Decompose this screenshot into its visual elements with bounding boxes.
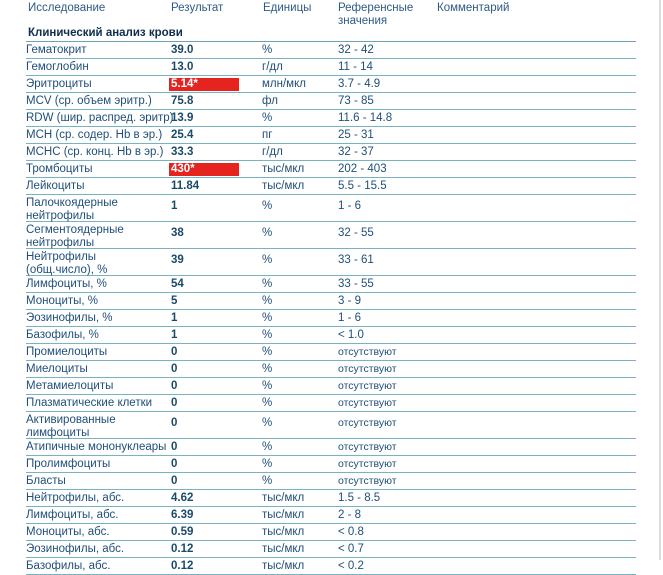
unit: тыс/мкл xyxy=(262,492,305,504)
table-row xyxy=(26,293,636,310)
test-name: Плазматические клетки xyxy=(26,397,153,409)
reference-range: < 1.0 xyxy=(338,329,364,341)
unit: % xyxy=(262,458,273,470)
reference-range: отсутствуют xyxy=(338,417,397,429)
table-row xyxy=(26,327,636,344)
table-row xyxy=(26,439,636,456)
table-row xyxy=(26,361,636,378)
table-header xyxy=(0,0,636,28)
unit: % xyxy=(262,363,273,375)
test-name: RDW (шир. распред. эритр) xyxy=(26,112,174,124)
result-value: 0 xyxy=(171,346,178,358)
unit: % xyxy=(262,380,273,392)
header-reference: Референсные значения xyxy=(338,2,414,27)
reference-range: 33 - 55 xyxy=(338,278,374,290)
header-comment: Комментарий xyxy=(437,2,510,14)
table-row xyxy=(26,344,636,361)
unit: % xyxy=(262,475,273,487)
result-value: 6.39 xyxy=(171,509,194,521)
table-row xyxy=(26,222,636,249)
header-test: Исследование xyxy=(28,2,106,14)
results-table xyxy=(26,42,636,575)
test-name: Активированные лимфоциты xyxy=(26,414,116,439)
unit: тыс/мкл xyxy=(262,543,305,555)
section-title-text: Клинический анализ крови xyxy=(28,27,183,39)
table-row xyxy=(26,507,636,524)
unit: тыс/мкл xyxy=(262,509,305,521)
reference-range: 3 - 9 xyxy=(338,295,362,307)
reference-range: < 0.8 xyxy=(338,526,364,538)
test-name: Миелоциты xyxy=(26,363,88,375)
result-value: 0 xyxy=(171,397,178,409)
table-row xyxy=(26,161,636,178)
test-name: Эозинофилы, абс. xyxy=(26,543,125,555)
reference-range: 32 - 55 xyxy=(338,227,374,239)
table-row xyxy=(26,490,636,507)
test-name: Моноциты, абс. xyxy=(26,526,110,538)
result-value-abnormal: 5.14* xyxy=(169,78,239,91)
result-value: 0 xyxy=(171,475,178,487)
result-value: 4.62 xyxy=(171,492,194,504)
result-value: 0 xyxy=(171,417,178,429)
test-name: Гемоглобин xyxy=(26,61,89,73)
reference-range: 1.5 - 8.5 xyxy=(338,492,381,504)
test-name: Пролимфоциты xyxy=(26,458,111,470)
test-name: Базофилы, абс. xyxy=(26,560,111,572)
test-name: Моноциты, % xyxy=(26,295,99,307)
result-value: 0.12 xyxy=(171,543,194,555)
table-row xyxy=(26,541,636,558)
table-row xyxy=(26,249,636,276)
reference-range: 1 - 6 xyxy=(338,200,362,212)
test-name: Лимфоциты, абс. xyxy=(26,509,119,521)
unit: г/дл xyxy=(262,61,283,73)
unit: тыс/мкл xyxy=(262,526,305,538)
reference-range: 2 - 8 xyxy=(338,509,362,521)
reference-range: 3.7 - 4.9 xyxy=(338,78,381,90)
unit: % xyxy=(262,295,273,307)
test-name: Метамиелоциты xyxy=(26,380,114,392)
unit: млн/мкл xyxy=(262,78,306,90)
unit: фл xyxy=(262,95,278,107)
result-value: 0.59 xyxy=(171,526,194,538)
unit: % xyxy=(262,346,273,358)
unit: % xyxy=(262,441,273,453)
result-value: 38 xyxy=(171,227,184,239)
test-name: Промиелоциты xyxy=(26,346,108,358)
unit: % xyxy=(262,200,273,212)
test-name: Тромбоциты xyxy=(26,163,93,175)
result-value: 0 xyxy=(171,380,178,392)
result-value: 13.9 xyxy=(171,112,194,124)
unit: % xyxy=(262,329,273,341)
reference-range: отсутствуют xyxy=(338,441,397,453)
unit: г/дл xyxy=(262,146,283,158)
result-value-abnormal: 430* xyxy=(169,163,239,176)
test-name: Лейкоциты xyxy=(26,180,85,192)
result-value: 39.0 xyxy=(171,44,194,56)
table-row xyxy=(26,127,636,144)
unit: тыс/мкл xyxy=(262,560,305,572)
test-name: Сегментоядерные нейтрофилы xyxy=(26,224,124,249)
test-name: Бласты xyxy=(26,475,66,487)
reference-range: 202 - 403 xyxy=(338,163,387,175)
reference-range: 32 - 42 xyxy=(338,44,374,56)
table-row xyxy=(26,144,636,161)
reference-range: отсутствуют xyxy=(338,475,397,487)
unit: % xyxy=(262,44,273,56)
reference-range: отсутствуют xyxy=(338,458,397,470)
result-value: 25.4 xyxy=(171,129,194,141)
reference-range: 1 - 6 xyxy=(338,312,362,324)
table-row xyxy=(26,310,636,327)
unit: % xyxy=(262,397,273,409)
table-row xyxy=(26,473,636,490)
reference-range: < 0.7 xyxy=(338,543,364,555)
table-row xyxy=(26,524,636,541)
table-row xyxy=(26,412,636,439)
table-row xyxy=(26,558,636,575)
reference-range: отсутствуют xyxy=(338,346,397,358)
test-name: Гематокрит xyxy=(26,44,87,56)
reference-range: 11 - 14 xyxy=(338,61,373,73)
result-value: 13.0 xyxy=(171,61,194,73)
unit: % xyxy=(262,278,273,290)
test-name: Эритроциты xyxy=(26,78,92,90)
table-row xyxy=(26,93,636,110)
result-value: 33.3 xyxy=(171,146,194,158)
unit: % xyxy=(262,312,273,324)
result-value: 0 xyxy=(171,458,178,470)
test-name: Лимфоциты, % xyxy=(26,278,107,290)
reference-range: 25 - 31 xyxy=(338,129,374,141)
result-value: 11.84 xyxy=(171,180,200,192)
result-value: 39 xyxy=(171,254,184,266)
result-value: 1 xyxy=(171,329,178,341)
reference-range: отсутствуют xyxy=(338,397,397,409)
table-row xyxy=(26,395,636,412)
section-title xyxy=(26,27,636,42)
unit: тыс/мкл xyxy=(262,180,305,192)
table-row xyxy=(26,378,636,395)
unit: % xyxy=(262,254,273,266)
result-value: 75.8 xyxy=(171,95,194,107)
unit: % xyxy=(262,417,273,429)
test-name: Базофилы, % xyxy=(26,329,99,341)
reference-range: 73 - 85 xyxy=(338,95,374,107)
unit: % xyxy=(262,227,273,239)
reference-range: < 0.2 xyxy=(338,560,364,572)
reference-range: отсутствуют xyxy=(338,363,397,375)
test-name: Атипичные мононуклеары xyxy=(26,441,167,453)
reference-range: 33 - 61 xyxy=(338,254,374,266)
table-row xyxy=(26,76,636,93)
test-name: MCHC (ср. конц. Hb в эр.) xyxy=(26,146,164,158)
header-units: Единицы xyxy=(263,2,312,14)
result-value: 0 xyxy=(171,441,178,453)
table-row xyxy=(26,195,636,222)
result-value: 0.12 xyxy=(171,560,194,572)
reference-range: 32 - 37 xyxy=(338,146,374,158)
header-result: Результат xyxy=(171,2,224,14)
table-row xyxy=(26,42,636,59)
result-value: 1 xyxy=(171,312,178,324)
result-value: 54 xyxy=(171,278,184,290)
unit: тыс/мкл xyxy=(262,163,305,175)
test-name: Нейтрофилы (общ.число), % xyxy=(26,251,108,276)
test-name: Нейтрофилы, абс. xyxy=(26,492,125,504)
table-row xyxy=(26,456,636,473)
table-row xyxy=(26,178,636,195)
unit: пг xyxy=(262,129,273,141)
result-value: 0 xyxy=(171,363,178,375)
table-row xyxy=(26,110,636,127)
result-value: 5 xyxy=(171,295,178,307)
test-name: MCH (ср. содер. Hb в эр.) xyxy=(26,129,163,141)
table-row xyxy=(26,59,636,76)
result-value: 1 xyxy=(171,200,178,212)
test-name: Палочкоядерные нейтрофилы xyxy=(26,197,118,222)
reference-range: 5.5 - 15.5 xyxy=(338,180,387,192)
test-name: Эозинофилы, % xyxy=(26,312,113,324)
table-row xyxy=(26,276,636,293)
unit: % xyxy=(262,112,273,124)
reference-range: отсутствуют xyxy=(338,380,397,392)
test-name: MCV (ср. объем эритр.) xyxy=(26,95,152,107)
reference-range: 11.6 - 14.8 xyxy=(338,112,393,124)
